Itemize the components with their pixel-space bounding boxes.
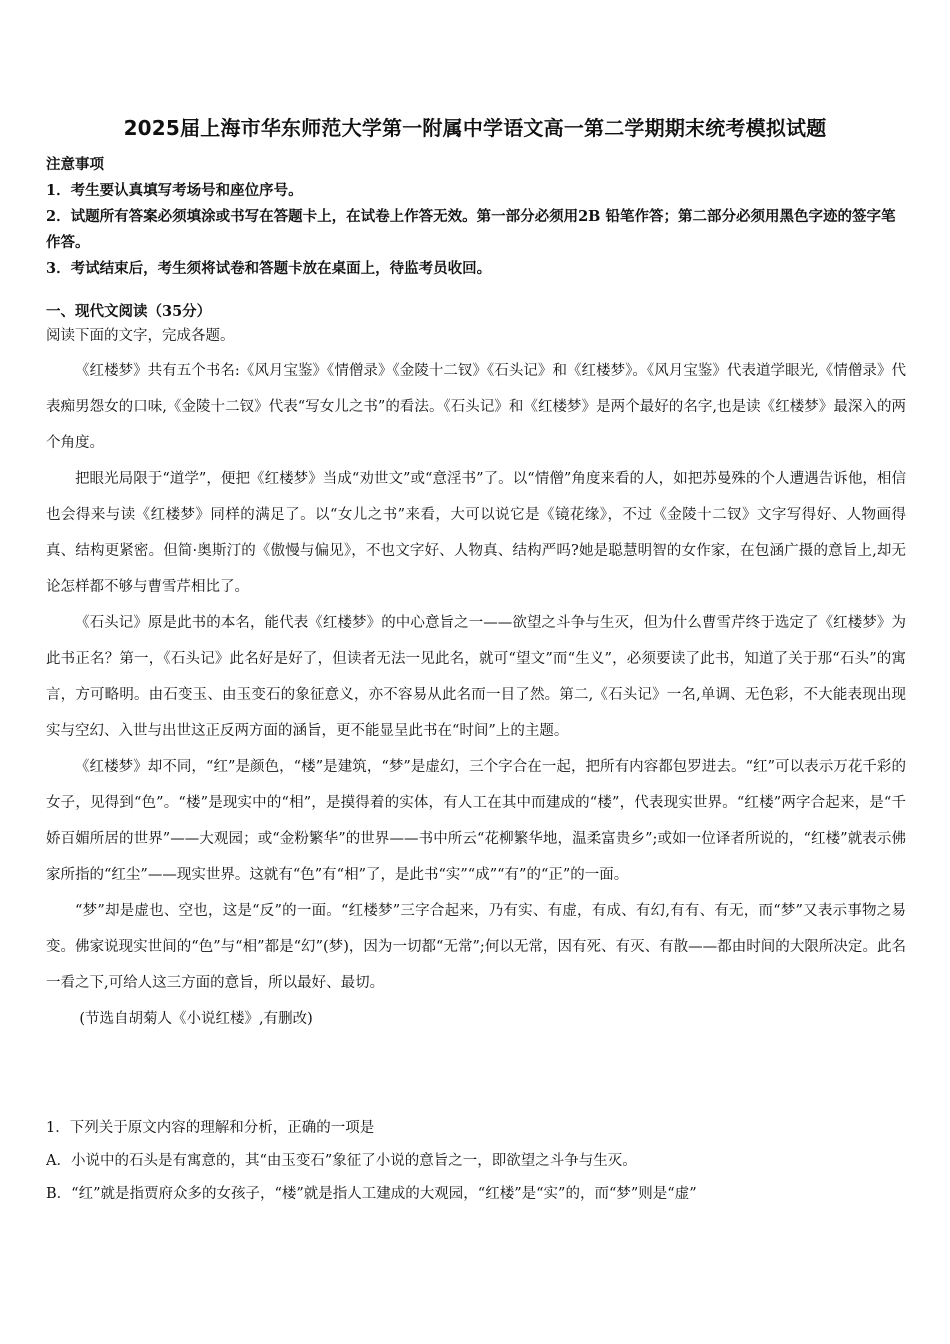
- passage-paragraph: 《红楼梦》却不同，“红”是颜色，“楼”是建筑，“梦”是虚幻，三个字合在一起，把所有内容都包罗进去。“红”可以表示万花千彩的女子，见得到“色”。“楼”是现实中的“相”，是摸得着的实体，有人工在其中而建成的“楼”，代表现实世界。“红楼”两字合起来，是“千娇百媚所居的世界”——大观园；或“金粉繁华”的世界——书中所云“花柳繁华地，温柔富贵乡”;或如一位译者所说的，“红楼”就表示佛家所指的“红尘”——现实世界。这就有“色”有“相”了，是此书“实”“成”“有”的“正”的一面。: [46, 759, 906, 883]
- passage-paragraph: 《石头记》原是此书的本名，能代表《红楼梦》的中心意旨之一——欲望之斗争与生灭，但为什么曹雪芹终于选定了《红楼梦》为此书正名？第一，《石头记》此名好是好了，但读者无法一见此名，就可“望文”而“生义”，必须要读了此书，知道了关于那“石头”的寓言，方可略明。由石变玉、由玉变石的象征意义，亦不容易从此名而一目了然。第二,《石头记》一名,单调、无色彩，不大能表现出现实与空幻、入世与出世这正反两方面的涵旨，更不能显呈此书在“时间”上的主题。: [46, 615, 906, 739]
- section-instruction: 阅读下面的文字，完成各题。: [46, 328, 235, 344]
- page-title: 2025届上海市华东师范大学第一附属中学语文高一第二学期期末统考模拟试题: [123, 116, 827, 140]
- notice-item: 3．考试结束后，考生须将试卷和答题卡放在桌面上，待监考员收回。: [46, 260, 492, 277]
- option-a: A．小说中的石头是有寓意的，其“由玉变石”象征了小说的意旨之一，即欲望之斗争与生灭。: [46, 1153, 637, 1169]
- notice-section: [46, 152, 906, 282]
- notice-heading: 注意事项: [46, 156, 104, 173]
- passage-paragraph: 把眼光局限于“道学”，便把《红楼梦》当成“劝世文”或“意淫书”了。以“情僧”角度来看的人，如把苏曼殊的个人遭遇告诉他，相信也会得来与读《红楼梦》同样的满足了。以“女儿之书”来看，大可以说它是《镜花缘》，不过《金陵十二钗》文字写得好、人物画得真、结构更紧密。但简·奥斯汀的《傲慢与偏见》，不也文字好、人物真、结构严吗?她是聪慧明智的女作家，在包涵广摄的意旨上,却无论怎样都不够与曹雪芹相比了。: [46, 471, 906, 595]
- reading-passage: [46, 353, 906, 1037]
- passage-paragraph: 《红楼梦》共有五个书名:《风月宝鉴》《情僧录》《金陵十二钗》《石头记》和《红楼梦》。《风月宝鉴》代表道学眼光,《情僧录》代表痴男怨女的口味,《金陵十二钗》代表“写女儿之书”的看法。《石头记》和《红楼梦》是两个最好的名字,也是读《红楼梦》最深入的两个角度。: [46, 363, 906, 451]
- option-b: B．“红”就是指贾府众多的女孩子，“楼”就是指人工建成的大观园，“红楼”是“实”的，而“梦”则是“虚”: [46, 1186, 697, 1202]
- notice-item: 1．考生要认真填写考场号和座位序号。: [46, 182, 303, 199]
- passage-paragraph: “梦”却是虚也、空也，这是“反”的一面。“红楼梦”三字合起来，乃有实、有虚，有成、有幻,有有、有无，而“梦”又表示事物之易变。佛家说现实世间的“色”与“相”都是“幻”(梦)，因为一切都“无常”;何以无常，因有死、有灭、有散——都由时间的大限所决定。此名一看之下,可给人这三方面的意旨，所以最好、最切。: [46, 903, 906, 991]
- question-block: [46, 1112, 906, 1211]
- notice-item: 2．试题所有答案必须填涂或书写在答题卡上，在试卷上作答无效。第一部分必须用2B 铅笔作答；第二部分必须用黑色字迹的签字笔作答。: [46, 208, 896, 251]
- question-stem: 1．下列关于原文内容的理解和分析，正确的一项是: [46, 1120, 375, 1136]
- section-heading: 一、现代文阅读（35分）: [46, 303, 212, 320]
- passage-source: (节选自胡菊人《小说红楼》,有删改): [79, 1011, 313, 1027]
